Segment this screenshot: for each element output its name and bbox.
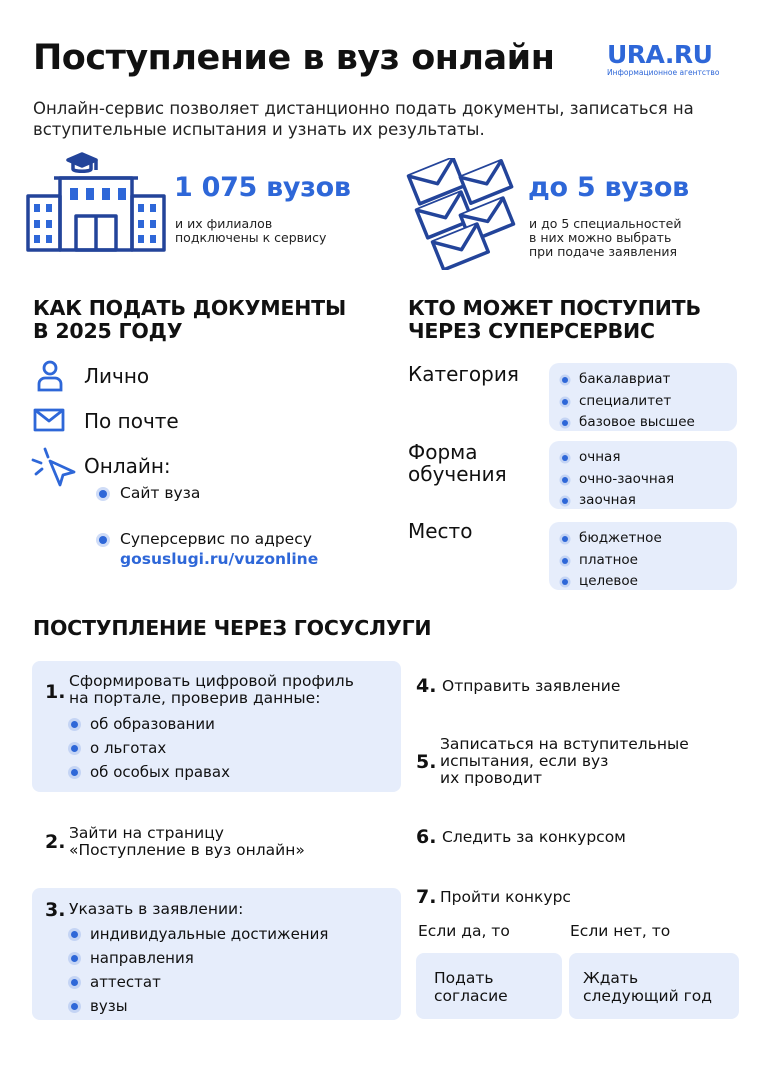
online-item-superservice: Суперсервис по адресу gosuslugi.ru/vuzonline: [93, 530, 760, 568]
logo-subtitle: Информационное агентство: [607, 68, 720, 77]
mail-icon: [33, 408, 65, 436]
cursor-icon: [30, 446, 78, 492]
step-3-text: Указать в заявлении:: [69, 900, 244, 918]
list-item: очная: [559, 447, 727, 469]
list-item: базовое высшее: [559, 412, 727, 434]
step-4-text: Отправить заявление: [442, 677, 621, 695]
category-box-place: [549, 522, 737, 590]
list-item: направления: [68, 946, 328, 970]
step-7-no-box: Ждать следующий год: [569, 953, 739, 1019]
category-box-form: [549, 441, 737, 509]
list-item: аттестат: [68, 970, 328, 994]
step-5-text: Записаться на вступительные испытания, если вуз их проводит: [440, 735, 689, 787]
step-1-list: [68, 712, 230, 784]
stat-universities-desc: и их филиалов подключены к сервису: [175, 216, 327, 245]
list-item: об образовании: [68, 712, 230, 736]
category-label-place: Место: [408, 519, 473, 543]
logo: [607, 42, 719, 77]
step-2-text: Зайти на страницу «Поступление в вуз онлайн»: [69, 824, 305, 859]
list-item: заочная: [559, 490, 727, 512]
who-title: КТО МОЖЕТ ПОСТУПИТЬ ЧЕРЕЗ СУПЕРСЕРВИС: [408, 296, 701, 343]
method-online: Онлайн:: [84, 454, 171, 478]
category-label-form: Форма обучения: [408, 440, 507, 486]
envelopes-icon: [406, 158, 518, 274]
step-4-number: 4.: [416, 675, 437, 697]
list-item: об особых правах: [68, 760, 230, 784]
step-7-if-no: Если нет, то: [570, 922, 671, 940]
intro-text: Онлайн-сервис позволяет дистанционно подать документы, записаться на вступительные испытания и узнать их результаты.: [33, 99, 694, 139]
list-item: бакалавриат: [559, 369, 727, 391]
step-3-list: [68, 922, 328, 1018]
list-item: целевое: [559, 571, 727, 593]
step-7-yes-box: Подать согласие: [416, 953, 562, 1019]
step-6-number: 6.: [416, 826, 437, 848]
stat-universities-number: 1 075 вузов: [174, 172, 351, 203]
list-item: специалитет: [559, 391, 727, 413]
logo-main: URA.RU: [607, 40, 713, 69]
step-5-number: 5.: [416, 751, 437, 773]
method-mail: По почте: [84, 409, 179, 433]
step-7-if-yes: Если да, то: [418, 922, 510, 940]
category-box-category: [549, 363, 737, 431]
list-item: индивидуальные достижения: [68, 922, 328, 946]
step-7-text: Пройти конкурс: [440, 888, 571, 906]
page-title: Поступление в вуз онлайн: [33, 38, 555, 78]
list-item: о льготах: [68, 736, 230, 760]
stat-choices-desc: и до 5 специальностей в них можно выбрать при подаче заявления: [529, 216, 682, 259]
list-item: вузы: [68, 994, 328, 1018]
list-item: очно-заочная: [559, 469, 727, 491]
how-to-title: КАК ПОДАТЬ ДОКУМЕНТЫ В 2025 ГОДУ: [33, 296, 346, 343]
method-in-person: Лично: [84, 364, 150, 388]
person-icon: [36, 360, 64, 396]
gosuslugi-link[interactable]: gosuslugi.ru/vuzonline: [120, 550, 319, 568]
gosuslugi-title: ПОСТУПЛЕНИЕ ЧЕРЕЗ ГОСУСЛУГИ: [33, 616, 432, 640]
step-2-number: 2.: [45, 831, 66, 853]
list-item: бюджетное: [559, 528, 727, 550]
step-3-number: 3.: [45, 899, 66, 921]
online-item-university-site: Сайт вуза: [93, 484, 760, 502]
list-item: платное: [559, 550, 727, 572]
university-icon: [26, 150, 166, 258]
step-6-text: Следить за конкурсом: [442, 828, 626, 846]
step-1-text: Сформировать цифровой профиль на портале, проверив данные:: [69, 672, 354, 707]
stat-choices-number: до 5 вузов: [528, 172, 689, 203]
category-label-category: Категория: [408, 362, 519, 386]
step-7-number: 7.: [416, 886, 437, 908]
step-1-number: 1.: [45, 681, 66, 703]
